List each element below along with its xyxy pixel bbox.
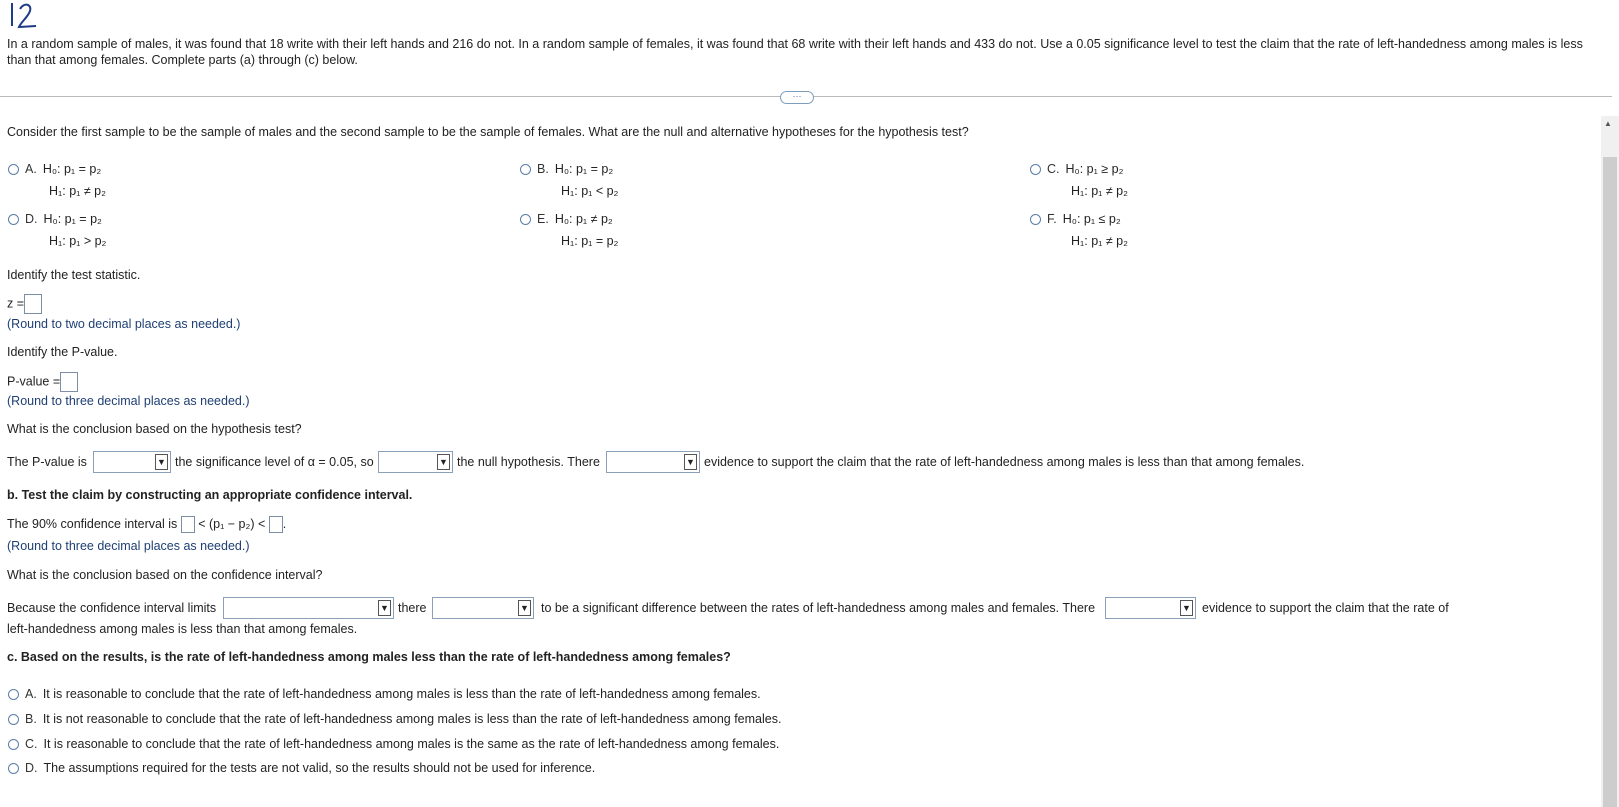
z-label: z = bbox=[7, 296, 25, 311]
dropdown-arrow-icon: ▼ bbox=[437, 454, 450, 470]
option-e-hypotheses[interactable]: E. H₀: p₁ ≠ p₂ H₁: p₁ = p₂ bbox=[520, 208, 618, 252]
radio-conclusion-c[interactable] bbox=[8, 739, 19, 750]
scroll-up-arrow-icon[interactable]: ▲ bbox=[1604, 119, 1612, 128]
option-d-hypotheses[interactable]: D. H₀: p₁ = p₂ H₁: p₁ > p₂ bbox=[8, 208, 106, 252]
problem-number-mark bbox=[6, 0, 46, 30]
conclusion-option-a[interactable]: A. It is reasonable to conclude that the rate of left-handedness among males is less than the rate of left-handedness among females. bbox=[8, 686, 761, 702]
pvalue-row bbox=[7, 372, 78, 392]
radio-option-d[interactable] bbox=[8, 214, 19, 225]
problem-statement: In a random sample of males, it was found that 18 write with their left hands and 216 do not. In a random sample of females, it was found that 68 write with their left hands and 433 do not. Use a 0.05 significance level to test the claim that the rate of left-handedness among males is less than that among females. Complete parts (a) through (c) below. bbox=[7, 37, 1583, 67]
scrollbar-thumb[interactable] bbox=[1603, 157, 1617, 807]
pvalue-input[interactable] bbox=[60, 372, 78, 392]
dropdown-arrow-icon: ▼ bbox=[1180, 600, 1193, 616]
expand-button[interactable]: ··· bbox=[780, 91, 814, 104]
there-text: there bbox=[398, 601, 427, 615]
pvalue-rounding-note: (Round to three decimal places as needed.) bbox=[7, 394, 250, 408]
z-input[interactable] bbox=[24, 294, 42, 314]
radio-option-b[interactable] bbox=[520, 164, 531, 175]
evidence-claim-text: evidence to support the claim that the rate of left-handedness among males is less than that among females. bbox=[704, 455, 1305, 469]
z-row bbox=[7, 294, 42, 314]
pvalue-comparison-dropdown[interactable] bbox=[93, 451, 171, 473]
pvalue-prompt: Identify the P-value. bbox=[7, 345, 118, 359]
ci-upper-input[interactable] bbox=[269, 516, 283, 533]
conclusion-option-c[interactable]: C. It is reasonable to conclude that the rate of left-handedness among males is the same as the rate of left-handedness among females. bbox=[8, 736, 779, 752]
radio-conclusion-a[interactable] bbox=[8, 689, 19, 700]
conclusion-option-b[interactable]: B. It is not reasonable to conclude that the rate of left-handedness among males is less than the rate of left-handedness among females. bbox=[8, 711, 781, 727]
significant-difference-dropdown[interactable] bbox=[432, 597, 534, 619]
radio-option-f[interactable] bbox=[1030, 214, 1041, 225]
conclusion-prompt: What is the conclusion based on the hypothesis test? bbox=[7, 422, 302, 436]
dropdown-arrow-icon: ▼ bbox=[684, 454, 697, 470]
ci-evidence-dropdown[interactable] bbox=[1105, 597, 1196, 619]
ci-limits-dropdown[interactable] bbox=[223, 597, 394, 619]
confidence-interval-row bbox=[7, 516, 286, 533]
test-statistic-prompt: Identify the test statistic. bbox=[7, 268, 141, 282]
radio-option-e[interactable] bbox=[520, 214, 531, 225]
conclusion-option-d[interactable]: D. The assumptions required for the tests are not valid, so the results should not be used for inference. bbox=[8, 760, 595, 776]
option-a-hypotheses[interactable]: A. H₀: p₁ = p₂ H₁: p₁ ≠ p₂ bbox=[8, 158, 106, 202]
ci-label: The 90% confidence interval is bbox=[7, 516, 178, 531]
option-c-hypotheses[interactable]: C. H₀: p₁ ≥ p₂ H₁: p₁ ≠ p₂ bbox=[1030, 158, 1128, 202]
pvalue-comparison-text: The P-value is bbox=[7, 455, 87, 469]
part-b-heading: b. Test the claim by constructing an appropriate confidence interval. bbox=[7, 488, 413, 502]
dropdown-arrow-icon: ▼ bbox=[518, 600, 531, 616]
dropdown-arrow-icon: ▼ bbox=[155, 454, 168, 470]
z-rounding-note: (Round to two decimal places as needed.) bbox=[7, 317, 241, 331]
ci-rounding-note: (Round to three decimal places as needed.) bbox=[7, 539, 250, 553]
option-b-hypotheses[interactable]: B. H₀: p₁ = p₂ H₁: p₁ < p₂ bbox=[520, 158, 618, 202]
ci-claim-text: evidence to support the claim that the rate of bbox=[1202, 601, 1449, 615]
ci-limits-text: Because the confidence interval limits bbox=[7, 601, 217, 615]
radio-conclusion-d[interactable] bbox=[8, 763, 19, 774]
null-hypothesis-decision-dropdown[interactable] bbox=[378, 451, 453, 473]
part-c-heading: c. Based on the results, is the rate of left-handedness among males less than the rate of left-handedness among females? bbox=[7, 650, 731, 664]
ci-lower-input[interactable] bbox=[181, 516, 195, 533]
dropdown-arrow-icon: ▼ bbox=[378, 600, 391, 616]
ci-end-period: . bbox=[282, 516, 287, 531]
pvalue-label: P-value = bbox=[7, 374, 61, 389]
null-hypothesis-text: the null hypothesis. There bbox=[457, 455, 600, 469]
radio-option-c[interactable] bbox=[1030, 164, 1041, 175]
hypotheses-question: Consider the first sample to be the sample of males and the second sample to be the sample of females. What are the null and alternative hypotheses for the hypothesis test? bbox=[7, 125, 969, 139]
significance-text: the significance level of α = 0.05, so bbox=[175, 455, 374, 469]
evidence-dropdown[interactable] bbox=[606, 451, 700, 473]
ci-conclusion-prompt: What is the conclusion based on the confidence interval? bbox=[7, 568, 323, 582]
ci-middle-text: < (p₁ − p₂) < bbox=[198, 516, 266, 531]
ci-claim-text-continued: left-handedness among males is less than that among females. bbox=[7, 622, 358, 636]
significant-difference-text: to be a significant difference between the rates of left-handedness among males and females. There bbox=[541, 601, 1096, 615]
radio-conclusion-b[interactable] bbox=[8, 714, 19, 725]
radio-option-a[interactable] bbox=[8, 164, 19, 175]
option-f-hypotheses[interactable]: F. H₀: p₁ ≤ p₂ H₁: p₁ ≠ p₂ bbox=[1030, 208, 1128, 252]
